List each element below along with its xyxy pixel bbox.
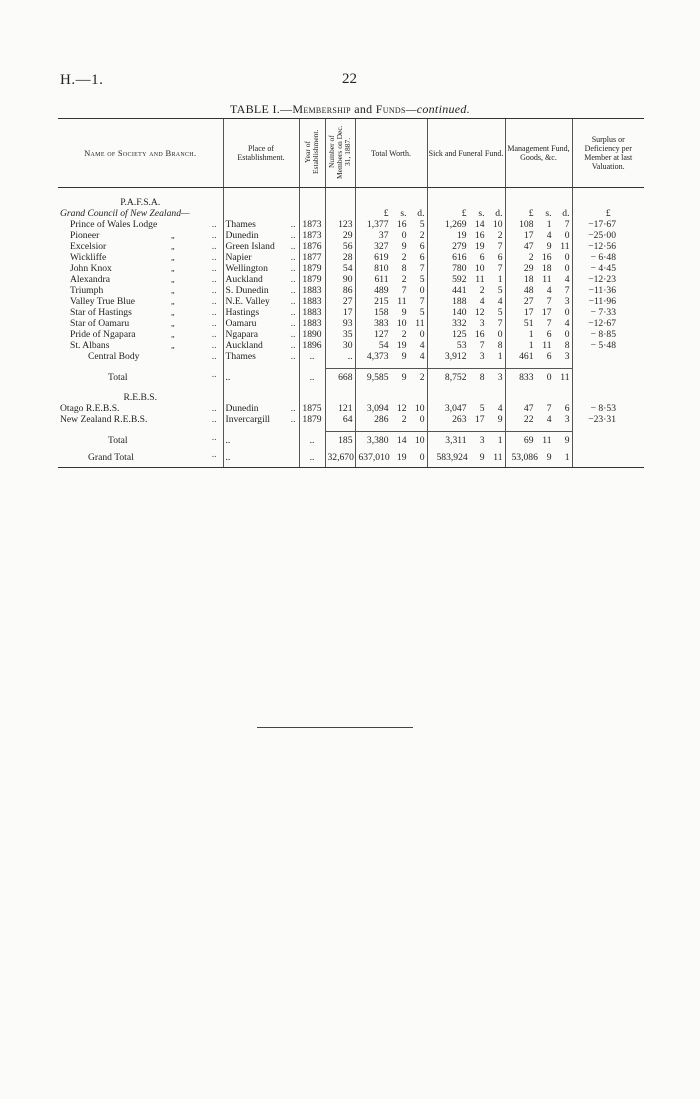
year-established xyxy=(299,208,325,219)
society-name: R.E.B.S. xyxy=(123,392,158,403)
place-of-establishment: N.E. Valley .. xyxy=(223,296,299,307)
place-of-establishment: Thames .. xyxy=(223,219,299,230)
total-worth: 3,094 12 10 xyxy=(355,403,427,414)
year-established: .. xyxy=(299,432,325,450)
management-fund: 2 16 0 xyxy=(505,252,572,263)
year-established: 1879 xyxy=(299,274,325,285)
surplus-deficiency: −11·36 xyxy=(572,285,644,296)
page-number: 22 xyxy=(342,71,357,87)
sick-funeral-fund: 125 16 0 xyxy=(427,329,505,340)
sick-funeral-fund: 8,752 8 3 xyxy=(427,369,505,387)
total-worth: 810 8 7 xyxy=(355,263,427,274)
place-of-establishment: .. xyxy=(223,449,299,468)
year-established: 1877 xyxy=(299,252,325,263)
society-name: New Zealand R.E.B.S. .. xyxy=(60,414,217,425)
members-count: 54 xyxy=(325,263,355,274)
total-worth: 127 2 0 xyxy=(355,329,427,340)
society-name: John Knox „ .. xyxy=(70,263,217,274)
society-name: Alexandra „ .. xyxy=(70,274,217,285)
year-established: 1883 xyxy=(299,318,325,329)
society-name: P.A.F.S.A. xyxy=(120,197,161,208)
place-of-establishment: Hastings .. xyxy=(223,307,299,318)
year-established: .. xyxy=(299,351,325,362)
management-fund: 108 1 7 xyxy=(505,219,572,230)
management-fund: 1 11 8 xyxy=(505,340,572,351)
sick-funeral-fund: 3,311 3 1 xyxy=(427,432,505,450)
table-row xyxy=(58,403,644,414)
members-count: 30 xyxy=(325,340,355,351)
society-name: Valley True Blue „ .. xyxy=(70,296,217,307)
header-row xyxy=(58,119,644,188)
year-established: 1883 xyxy=(299,296,325,307)
surplus-deficiency: −11·96 xyxy=(572,296,644,307)
year-established: 1875 xyxy=(299,403,325,414)
place-of-establishment: Napier .. xyxy=(223,252,299,263)
management-fund: 69 11 9 xyxy=(505,432,572,450)
surplus-deficiency: −25·00 xyxy=(572,230,644,241)
management-fund xyxy=(505,392,572,403)
members-count: 123 xyxy=(325,219,355,230)
surplus-deficiency: −23·31 xyxy=(572,414,644,425)
management-fund xyxy=(505,197,572,208)
total-row xyxy=(58,369,644,387)
management-fund: 47 9 11 xyxy=(505,241,572,252)
year-established: 1890 xyxy=(299,329,325,340)
sick-funeral-fund: 780 10 7 xyxy=(427,263,505,274)
members-count: 90 xyxy=(325,274,355,285)
total-row xyxy=(58,432,644,450)
grand-total-row xyxy=(58,449,644,468)
year-established: 1896 xyxy=(299,340,325,351)
members-count: 56 xyxy=(325,241,355,252)
table-body xyxy=(58,188,644,468)
members-count: 32,670 xyxy=(325,449,355,468)
place-of-establishment: Thames .. xyxy=(223,351,299,362)
surplus-deficiency xyxy=(572,351,644,362)
sick-funeral-fund: £ s. d. xyxy=(427,208,505,219)
year-established xyxy=(299,197,325,208)
total-worth: 3,380 14 10 xyxy=(355,432,427,450)
table-row xyxy=(58,318,644,329)
management-fund: 833 0 11 xyxy=(505,369,572,387)
year-established: 1873 xyxy=(299,230,325,241)
society-name: Wickliffe „ .. xyxy=(70,252,217,263)
management-fund: 17 4 0 xyxy=(505,230,572,241)
members-count: 29 xyxy=(325,230,355,241)
members-count xyxy=(325,197,355,208)
sick-funeral-fund: 188 4 4 xyxy=(427,296,505,307)
total-worth: 286 2 0 xyxy=(355,414,427,425)
place-of-establishment: .. xyxy=(223,432,299,450)
total-worth: 4,373 9 4 xyxy=(355,351,427,362)
table-row xyxy=(58,329,644,340)
surplus-deficiency xyxy=(572,197,644,208)
total-worth: 9,585 9 2 xyxy=(355,369,427,387)
table-row xyxy=(58,274,644,285)
total-worth: 383 10 11 xyxy=(355,318,427,329)
sick-funeral-fund: 53 7 8 xyxy=(427,340,505,351)
total-worth: 215 11 7 xyxy=(355,296,427,307)
society-name: Pride of Ngapara „ .. xyxy=(70,329,217,340)
members-count xyxy=(325,392,355,403)
management-fund: 22 4 3 xyxy=(505,414,572,425)
total-worth xyxy=(355,197,427,208)
table-row xyxy=(58,307,644,318)
year-established: .. xyxy=(299,369,325,387)
total-worth: 619 2 6 xyxy=(355,252,427,263)
closing-rule xyxy=(257,727,413,728)
society-name: Total .. xyxy=(108,431,217,446)
sick-funeral-fund: 3,047 5 4 xyxy=(427,403,505,414)
place-of-establishment: Wellington .. xyxy=(223,263,299,274)
surplus-deficiency: −17·67 xyxy=(572,219,644,230)
total-worth: 37 0 2 xyxy=(355,230,427,241)
society-name: Otago R.E.B.S. .. xyxy=(60,403,217,414)
surplus-deficiency: − 7·33 xyxy=(572,307,644,318)
management-fund: 18 11 4 xyxy=(505,274,572,285)
table-title: TABLE I.—Membership and Funds—continued. xyxy=(229,102,471,116)
sick-funeral-fund: 3,912 3 1 xyxy=(427,351,505,362)
management-fund: 1 6 0 xyxy=(505,329,572,340)
col-header-surplus: Surplus or Deficiency per Member at last Valuation. xyxy=(572,119,644,188)
management-fund: 17 17 0 xyxy=(505,307,572,318)
society-name: Grand Total .. xyxy=(58,449,223,468)
sick-funeral-fund: 583,924 9 11 xyxy=(427,449,505,468)
place-of-establishment: Dunedin .. xyxy=(223,403,299,414)
society-name: Central Body .. xyxy=(88,351,217,362)
members-count: .. xyxy=(325,351,355,362)
sick-funeral-fund: 441 2 5 xyxy=(427,285,505,296)
table-row xyxy=(58,219,644,230)
table-row xyxy=(58,230,644,241)
total-worth: 327 9 6 xyxy=(355,241,427,252)
society-name: Prince of Wales Lodge .. xyxy=(70,219,217,230)
membership-funds-table xyxy=(58,118,644,468)
table-row xyxy=(58,351,644,362)
members-count: 86 xyxy=(325,285,355,296)
place-of-establishment xyxy=(223,392,299,403)
place-of-establishment: Auckland .. xyxy=(223,274,299,285)
members-count: 93 xyxy=(325,318,355,329)
sick-funeral-fund xyxy=(427,197,505,208)
members-count: 668 xyxy=(325,369,355,387)
sick-funeral-fund: 263 17 9 xyxy=(427,414,505,425)
col-header-total-worth: Total Worth. xyxy=(355,119,427,188)
members-count: 27 xyxy=(325,296,355,307)
society-name: Triumph „ .. xyxy=(70,285,217,296)
year-established: 1876 xyxy=(299,241,325,252)
society-name: Star of Oamaru „ .. xyxy=(70,318,217,329)
total-worth: 637,010 19 0 xyxy=(355,449,427,468)
society-name: Star of Hastings „ .. xyxy=(70,307,217,318)
total-worth: 489 7 0 xyxy=(355,285,427,296)
table-row xyxy=(58,285,644,296)
surplus-deficiency: − 6·48 xyxy=(572,252,644,263)
place-of-establishment: Ngapara .. xyxy=(223,329,299,340)
management-fund: 29 18 0 xyxy=(505,263,572,274)
table-row xyxy=(58,241,644,252)
section-heading-row xyxy=(58,197,644,208)
members-count: 35 xyxy=(325,329,355,340)
place-of-establishment: S. Dunedin .. xyxy=(223,285,299,296)
sick-funeral-fund xyxy=(427,392,505,403)
year-established: 1879 xyxy=(299,414,325,425)
society-name: Pioneer „ .. xyxy=(70,230,217,241)
society-name: St. Albans „ .. xyxy=(70,340,217,351)
sick-funeral-fund: 1,269 14 10 xyxy=(427,219,505,230)
management-fund: 47 7 6 xyxy=(505,403,572,414)
col-header-name: Name of Society and Branch. xyxy=(58,119,223,188)
surplus-deficiency: − 8·53 xyxy=(572,403,644,414)
col-header-year: Year of Establishment. xyxy=(299,119,325,188)
total-worth xyxy=(355,392,427,403)
sick-funeral-fund: 616 6 6 xyxy=(427,252,505,263)
table-row xyxy=(58,296,644,307)
management-fund: 51 7 4 xyxy=(505,318,572,329)
place-of-establishment xyxy=(223,208,299,219)
management-fund: 48 4 7 xyxy=(505,285,572,296)
surplus-deficiency xyxy=(572,392,644,403)
table-row xyxy=(58,263,644,274)
year-established: 1883 xyxy=(299,285,325,296)
year-established: 1879 xyxy=(299,263,325,274)
members-count: 17 xyxy=(325,307,355,318)
place-of-establishment: Oamaru .. xyxy=(223,318,299,329)
society-name: Excelsior „ .. xyxy=(70,241,217,252)
sick-funeral-fund: 140 12 5 xyxy=(427,307,505,318)
year-established: 1873 xyxy=(299,219,325,230)
members-count: 64 xyxy=(325,414,355,425)
year-established xyxy=(299,392,325,403)
sick-funeral-fund: 279 19 7 xyxy=(427,241,505,252)
total-worth: £ s. d. xyxy=(355,208,427,219)
total-worth: 158 9 5 xyxy=(355,307,427,318)
members-count: 121 xyxy=(325,403,355,414)
surplus-deficiency: −12·56 xyxy=(572,241,644,252)
surplus-deficiency xyxy=(572,432,644,450)
document-code: H.—1. xyxy=(60,72,104,88)
sick-funeral-fund: 332 3 7 xyxy=(427,318,505,329)
place-of-establishment: Dunedin .. xyxy=(223,230,299,241)
surplus-deficiency: −12·23 xyxy=(572,274,644,285)
management-fund: 27 7 3 xyxy=(505,296,572,307)
col-header-sick-funeral: Sick and Funeral Fund. xyxy=(427,119,505,188)
members-count: 28 xyxy=(325,252,355,263)
table-row xyxy=(58,414,644,425)
total-worth: 1,377 16 5 xyxy=(355,219,427,230)
surplus-deficiency: − 8·85 xyxy=(572,329,644,340)
place-of-establishment: Auckland .. xyxy=(223,340,299,351)
surplus-deficiency: − 4·45 xyxy=(572,263,644,274)
section-heading-row xyxy=(58,392,644,403)
col-header-management: Management Fund, Goods, &c. xyxy=(505,119,572,188)
year-established: 1883 xyxy=(299,307,325,318)
surplus-deficiency: − 5·48 xyxy=(572,340,644,351)
place-of-establishment: Invercargill .. xyxy=(223,414,299,425)
table-row xyxy=(58,252,644,263)
sick-funeral-fund: 19 16 2 xyxy=(427,230,505,241)
place-of-establishment: Green Island .. xyxy=(223,241,299,252)
year-established: .. xyxy=(299,449,325,468)
table-row xyxy=(58,340,644,351)
management-fund: £ s. d. xyxy=(505,208,572,219)
management-fund: 461 6 3 xyxy=(505,351,572,362)
surplus-deficiency: £ xyxy=(572,208,644,219)
society-name: Grand Council of New Zealand— xyxy=(60,208,190,219)
col-header-place: Place of Establishment. xyxy=(223,119,299,188)
total-worth: 54 19 4 xyxy=(355,340,427,351)
society-name: Total .. xyxy=(108,368,217,383)
council-row xyxy=(58,208,644,219)
surplus-deficiency xyxy=(572,449,644,468)
total-worth: 611 2 5 xyxy=(355,274,427,285)
management-fund: 53,086 9 1 xyxy=(505,449,572,468)
place-of-establishment xyxy=(223,197,299,208)
surplus-deficiency xyxy=(572,369,644,387)
sick-funeral-fund: 592 11 1 xyxy=(427,274,505,285)
place-of-establishment: .. xyxy=(223,369,299,387)
members-count: 185 xyxy=(325,432,355,450)
members-count xyxy=(325,208,355,219)
surplus-deficiency: −12·67 xyxy=(572,318,644,329)
col-header-members: Number of Members on Dec. 31, 1887. xyxy=(325,119,355,188)
